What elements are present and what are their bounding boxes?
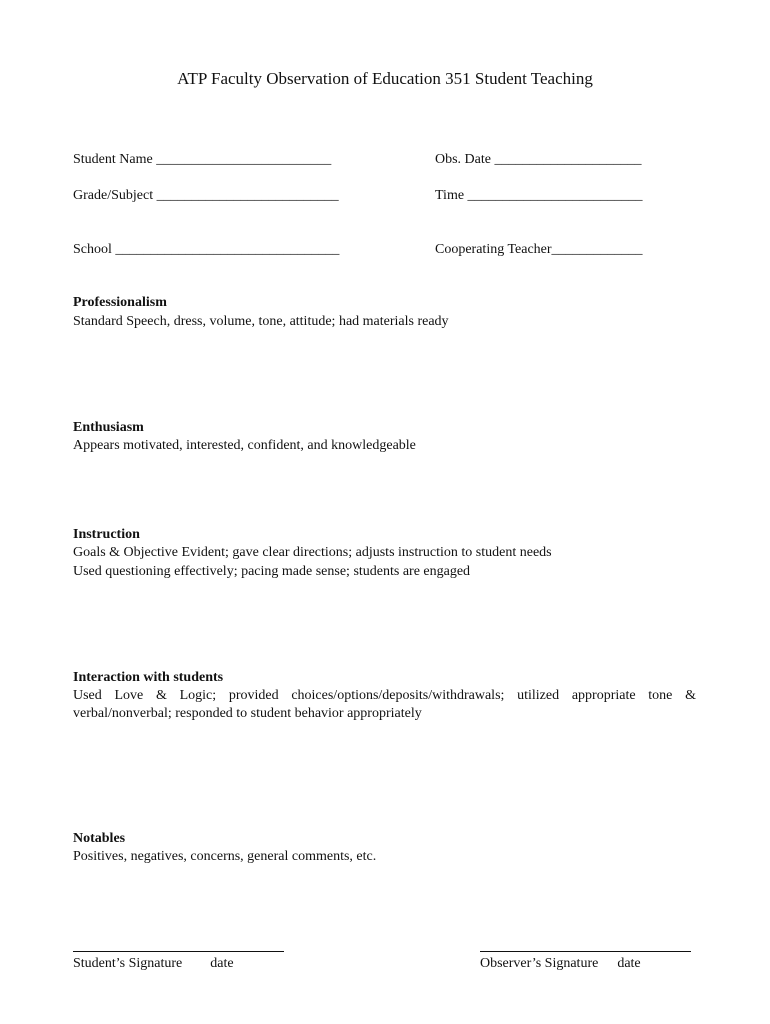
- student-signature-label: Student’s Signature: [73, 956, 183, 971]
- interaction-description: Used Love & Logic; provided choices/options/deposits/withdrawals; utilized appropriate tone & verbal/nonverbal; responded to student behavior appropriately: [73, 688, 696, 721]
- observer-signature-line[interactable]: [480, 951, 691, 952]
- instruction-description-line2: Used questioning effectively; pacing made sense; students are engaged: [73, 564, 471, 579]
- cooperating-teacher-field[interactable]: Cooperating Teacher_____________: [435, 242, 643, 257]
- instruction-heading: Instruction: [73, 527, 140, 542]
- instruction-description-line1: Goals & Objective Evident; gave clear directions; adjusts instruction to student needs: [73, 545, 552, 560]
- student-signature-date-label: date: [210, 956, 234, 971]
- school-field[interactable]: School ________________________________: [73, 242, 340, 257]
- observer-signature-label: Observer’s Signature: [480, 956, 599, 971]
- enthusiasm-description: Appears motivated, interested, confident, and knowledgeable: [73, 438, 416, 453]
- professionalism-description: Standard Speech, dress, volume, tone, attitude; had materials ready: [73, 314, 449, 329]
- observer-signature-date-label: date: [617, 956, 641, 971]
- interaction-heading: Interaction with students: [73, 670, 224, 685]
- professionalism-heading: Professionalism: [73, 295, 167, 310]
- form-title: ATP Faculty Observation of Education 351 Student Teaching: [177, 69, 593, 88]
- student-name-field[interactable]: Student Name _________________________: [73, 152, 332, 167]
- enthusiasm-heading: Enthusiasm: [73, 420, 144, 435]
- obs-date-field[interactable]: Obs. Date _____________________: [435, 152, 642, 167]
- observer-signature-block: [480, 955, 641, 973]
- notables-description: Positives, negatives, concerns, general comments, etc.: [73, 849, 377, 864]
- notables-heading: Notables: [73, 831, 126, 846]
- student-signature-line[interactable]: [73, 951, 284, 952]
- time-field[interactable]: Time _________________________: [435, 188, 643, 203]
- grade-subject-field[interactable]: Grade/Subject __________________________: [73, 188, 339, 203]
- student-signature-block: [73, 955, 234, 973]
